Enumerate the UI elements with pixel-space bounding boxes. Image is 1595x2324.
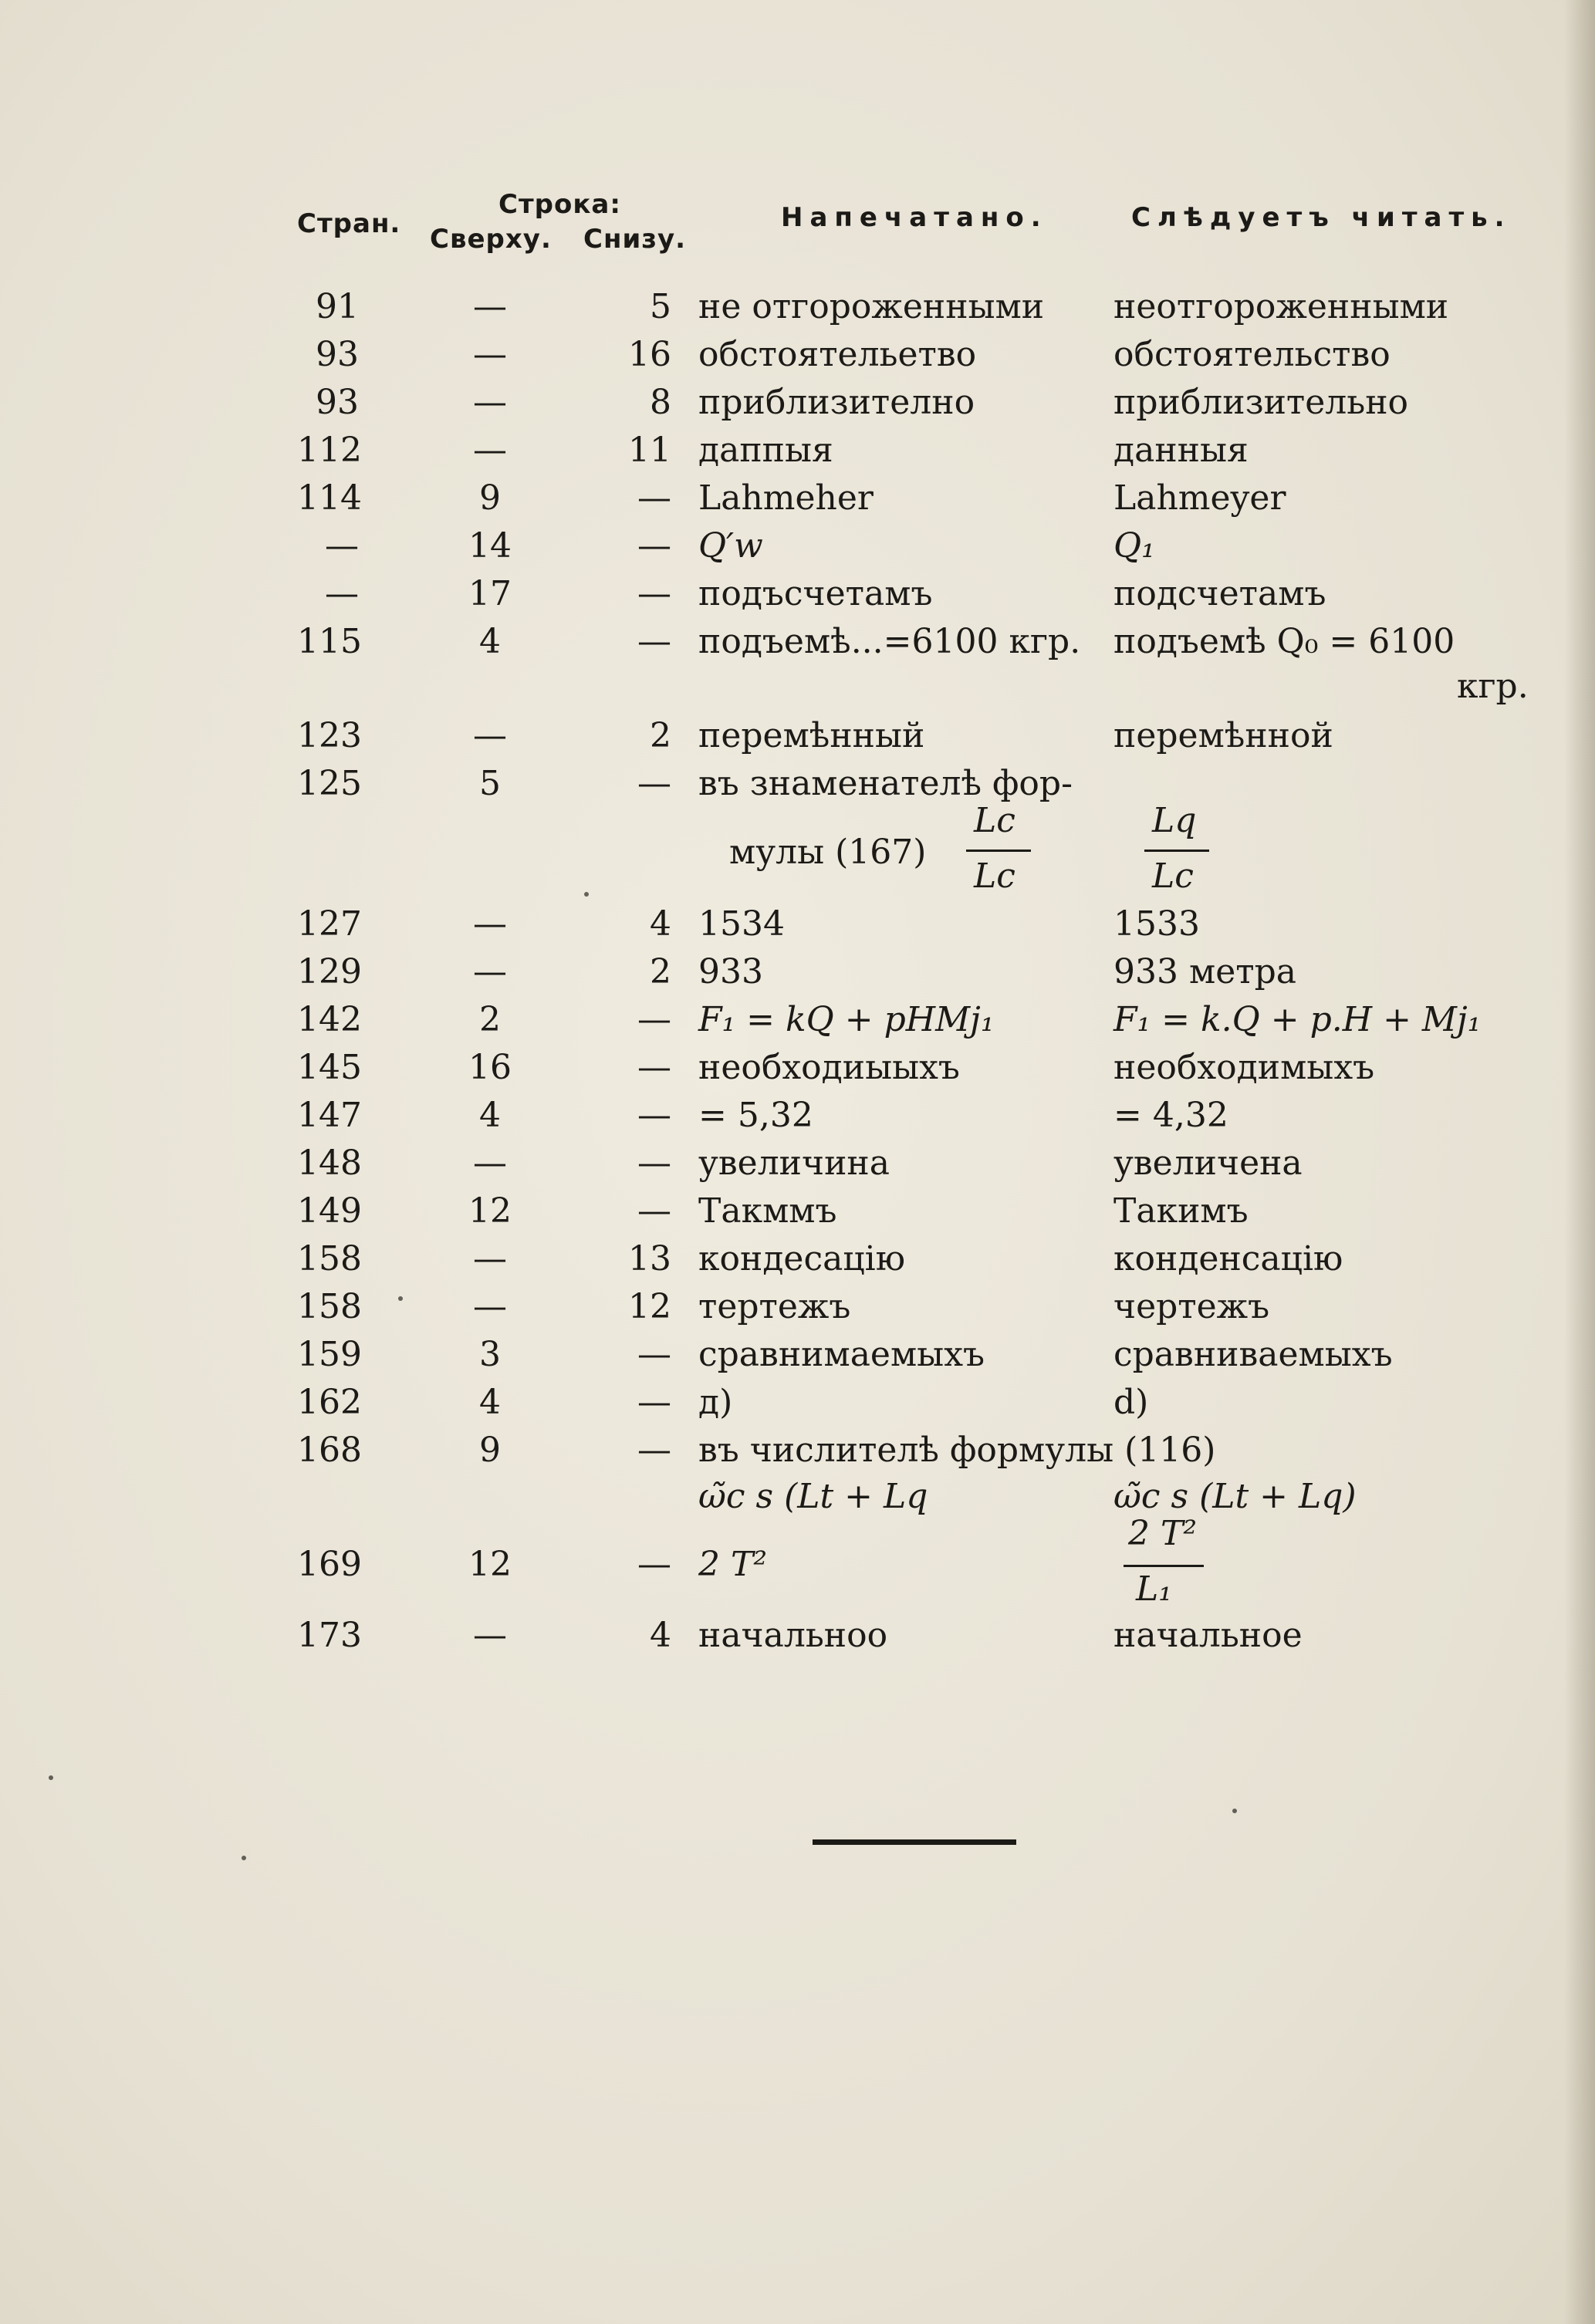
table-row-continuation — [0, 664, 1595, 710]
page-number: 169 — [297, 1545, 362, 1584]
table-row — [0, 475, 1595, 522]
table-row — [0, 1188, 1595, 1235]
page-number: 168 — [297, 1431, 362, 1470]
line-from-bottom: 16 — [628, 335, 671, 374]
printed-text: приблизително — [698, 383, 975, 422]
table-row — [0, 523, 1595, 569]
printed-text: Такммъ — [698, 1191, 837, 1231]
line-from-top: — — [473, 904, 507, 944]
correct-text: неотгороженными — [1113, 287, 1449, 326]
correct-text: чертежъ — [1113, 1287, 1270, 1326]
correct-formula: ω̃c s (Lt + Lq) — [1113, 1477, 1357, 1516]
printed-text: сравнимаемыхъ — [698, 1335, 985, 1374]
fraction-bar — [966, 850, 1031, 852]
header-printed: Напечатано. — [781, 202, 1048, 233]
page-number: 149 — [297, 1191, 362, 1231]
table-row — [0, 949, 1595, 995]
printed-text: F₁ = kQ + pHMj₁ — [698, 1000, 995, 1039]
line-from-bottom: 12 — [628, 1287, 671, 1326]
printed-text: = 5,32 — [698, 1096, 813, 1135]
correct-text: = 4,32 — [1113, 1096, 1228, 1135]
scan-speck — [584, 892, 589, 897]
table-row — [0, 997, 1595, 1043]
printed-text: обстоятельетво — [698, 335, 977, 374]
printed-text: 2 T² — [698, 1545, 767, 1584]
correct-text: d) — [1113, 1383, 1149, 1422]
correct-text: подсчетамъ — [1113, 574, 1326, 613]
line-from-bottom: — — [637, 1191, 671, 1231]
header-line: Строка: — [498, 189, 621, 220]
correct-text: данныя — [1113, 431, 1249, 470]
page-number: 162 — [297, 1383, 362, 1422]
page-number: 112 — [297, 431, 362, 470]
line-from-bottom: — — [637, 1096, 671, 1135]
printed-text: увеличина — [698, 1143, 890, 1183]
printed-text: не отгороженными — [698, 287, 1045, 326]
correct-text: Q₁ — [1113, 526, 1155, 566]
printed-text: д) — [698, 1383, 733, 1422]
scan-speck — [242, 1856, 246, 1860]
fraction-numerator: Lc — [974, 801, 1015, 840]
table-row — [0, 571, 1595, 617]
page-number: 125 — [297, 764, 362, 803]
line-from-top: — — [473, 287, 507, 326]
page-number: 91 — [316, 287, 359, 326]
page-number: 173 — [297, 1616, 362, 1655]
line-from-top: — — [473, 383, 507, 422]
correct-text: 933 метра — [1113, 952, 1296, 991]
line-from-top: — — [473, 1616, 507, 1655]
page-number: 93 — [316, 335, 359, 374]
printed-text: подъемѣ...=6100 кгр. — [698, 622, 1081, 661]
table-row — [0, 1542, 1595, 1588]
header-bottom: Снизу. — [583, 224, 687, 255]
scan-speck — [398, 1296, 403, 1301]
table-row — [0, 1284, 1595, 1330]
page-number: 158 — [297, 1239, 362, 1279]
table-row-continuation — [0, 1474, 1595, 1520]
correct-text: Такимъ — [1113, 1191, 1249, 1231]
printed-text-continuation: мулы (167) — [729, 833, 927, 872]
line-from-top: 9 — [479, 478, 501, 518]
correct-text: сравниваемыхъ — [1113, 1335, 1393, 1374]
page-number: 123 — [297, 716, 362, 755]
table-row — [0, 1093, 1595, 1139]
table-row — [0, 619, 1595, 665]
page-number: 148 — [297, 1143, 362, 1183]
table-row — [0, 1427, 1595, 1474]
line-from-bottom: 4 — [650, 904, 671, 944]
page-number: 145 — [297, 1048, 362, 1087]
page-number: — — [325, 526, 359, 566]
line-from-top: 12 — [468, 1545, 512, 1584]
printed-text: въ знаменателѣ фор- — [698, 764, 1073, 803]
printed-text: подъсчетамъ — [698, 574, 933, 613]
table-row — [0, 761, 1595, 807]
printed-text: Q′w — [698, 526, 763, 566]
printed-text: перемѣнный — [698, 716, 925, 755]
line-from-top: 9 — [479, 1431, 501, 1470]
line-from-bottom: — — [637, 526, 671, 566]
page-number: 93 — [316, 383, 359, 422]
printed-text: начальноо — [698, 1616, 888, 1655]
page-number: 127 — [297, 904, 362, 944]
end-divider — [813, 1839, 1016, 1845]
table-row — [0, 1332, 1595, 1378]
table-row — [0, 427, 1595, 474]
table-row — [0, 1140, 1595, 1187]
line-from-bottom: 4 — [650, 1616, 671, 1655]
line-from-bottom: — — [637, 764, 671, 803]
correct-text: конденсацію — [1113, 1239, 1343, 1279]
line-from-bottom: 8 — [650, 383, 671, 422]
table-row — [0, 1380, 1595, 1426]
line-from-bottom: — — [637, 1431, 671, 1470]
line-from-bottom: — — [637, 622, 671, 661]
line-from-top: — — [473, 1239, 507, 1279]
line-from-bottom: 2 — [650, 716, 671, 755]
correct-text: Lahmeyer — [1113, 478, 1286, 518]
correct-text: увеличена — [1113, 1143, 1303, 1183]
line-from-bottom: — — [637, 1143, 671, 1183]
page-number: 159 — [297, 1335, 362, 1374]
printed-text: тертежъ — [698, 1287, 851, 1326]
table-row — [0, 901, 1595, 948]
correct-text-continuation: кгр. — [1457, 667, 1529, 706]
correct-text: приблизительно — [1113, 383, 1409, 422]
correct-text: необходимыхъ — [1113, 1048, 1375, 1087]
line-from-top: 4 — [479, 1096, 501, 1135]
page-number: 142 — [297, 1000, 362, 1039]
line-from-bottom: — — [637, 1545, 671, 1584]
line-from-top: — — [473, 1143, 507, 1183]
correct-text: начальное — [1113, 1616, 1303, 1655]
line-from-top: 5 — [479, 764, 501, 803]
table-row — [0, 380, 1595, 426]
line-from-bottom: — — [637, 1000, 671, 1039]
line-from-top: 4 — [479, 622, 501, 661]
table-row — [0, 332, 1595, 378]
line-from-bottom: 5 — [650, 287, 671, 326]
line-from-bottom: — — [637, 574, 671, 613]
line-from-top: 3 — [479, 1335, 501, 1374]
header-page: Стран. — [297, 208, 401, 239]
correct-text: 1533 — [1113, 904, 1200, 944]
fraction-numerator: 2 T² — [1128, 1514, 1197, 1553]
table-row — [0, 1045, 1595, 1091]
line-from-top: 4 — [479, 1383, 501, 1422]
line-from-top: — — [473, 335, 507, 374]
correct-text: обстоятельство — [1113, 335, 1391, 374]
fraction-denominator: Lc — [974, 856, 1015, 896]
printed-text: 933 — [698, 952, 763, 991]
table-row — [0, 284, 1595, 330]
scan-speck — [49, 1775, 53, 1780]
printed-text: 1534 — [698, 904, 785, 944]
line-from-bottom: — — [637, 1048, 671, 1087]
fraction-bar — [1144, 850, 1209, 852]
line-from-bottom: — — [637, 478, 671, 518]
page-number: 115 — [297, 622, 362, 661]
line-from-top: 17 — [468, 574, 512, 613]
table-row — [0, 1613, 1595, 1659]
printed-text: даппыя — [698, 431, 833, 470]
line-from-top: — — [473, 1287, 507, 1326]
line-from-top: 14 — [468, 526, 512, 566]
fraction-denominator: Lc — [1152, 856, 1194, 896]
header-top: Сверху. — [430, 224, 552, 255]
printed-formula: ω̃c s (Lt + Lq — [698, 1477, 928, 1516]
line-from-bottom: — — [637, 1335, 671, 1374]
printed-text: кондесацію — [698, 1239, 905, 1279]
line-from-top: — — [473, 431, 507, 470]
page-number: 114 — [297, 478, 362, 518]
fraction-numerator: Lq — [1152, 801, 1197, 840]
table-row — [0, 713, 1595, 759]
header-correct: Слѣдуетъ читать. — [1131, 202, 1512, 233]
line-from-top: 16 — [468, 1048, 512, 1087]
fraction-bar — [1124, 1565, 1204, 1567]
correct-text: подъемѣ Q₀ = 6100 — [1113, 622, 1455, 661]
line-from-top: — — [473, 952, 507, 991]
line-from-bottom: 13 — [628, 1239, 671, 1279]
page-number: 158 — [297, 1287, 362, 1326]
printed-text: необходиыыхъ — [698, 1048, 960, 1087]
printed-text: Lahmeher — [698, 478, 874, 518]
page-number: 129 — [297, 952, 362, 991]
printed-text: въ числителѣ формулы (116) — [698, 1431, 1216, 1470]
line-from-bottom: 11 — [628, 431, 671, 470]
line-from-bottom: — — [637, 1383, 671, 1422]
table-row — [0, 1236, 1595, 1282]
page-number: — — [325, 574, 359, 613]
line-from-top: — — [473, 716, 507, 755]
page-number: 147 — [297, 1096, 362, 1135]
correct-text: F₁ = k.Q + p.H + Mj₁ — [1113, 1000, 1482, 1039]
line-from-top: 2 — [479, 1000, 501, 1039]
correct-text: перемѣнной — [1113, 716, 1333, 755]
scan-speck — [1232, 1809, 1237, 1813]
fraction-denominator: L₁ — [1136, 1569, 1172, 1609]
line-from-bottom: 2 — [650, 952, 671, 991]
line-from-top: 12 — [468, 1191, 512, 1231]
